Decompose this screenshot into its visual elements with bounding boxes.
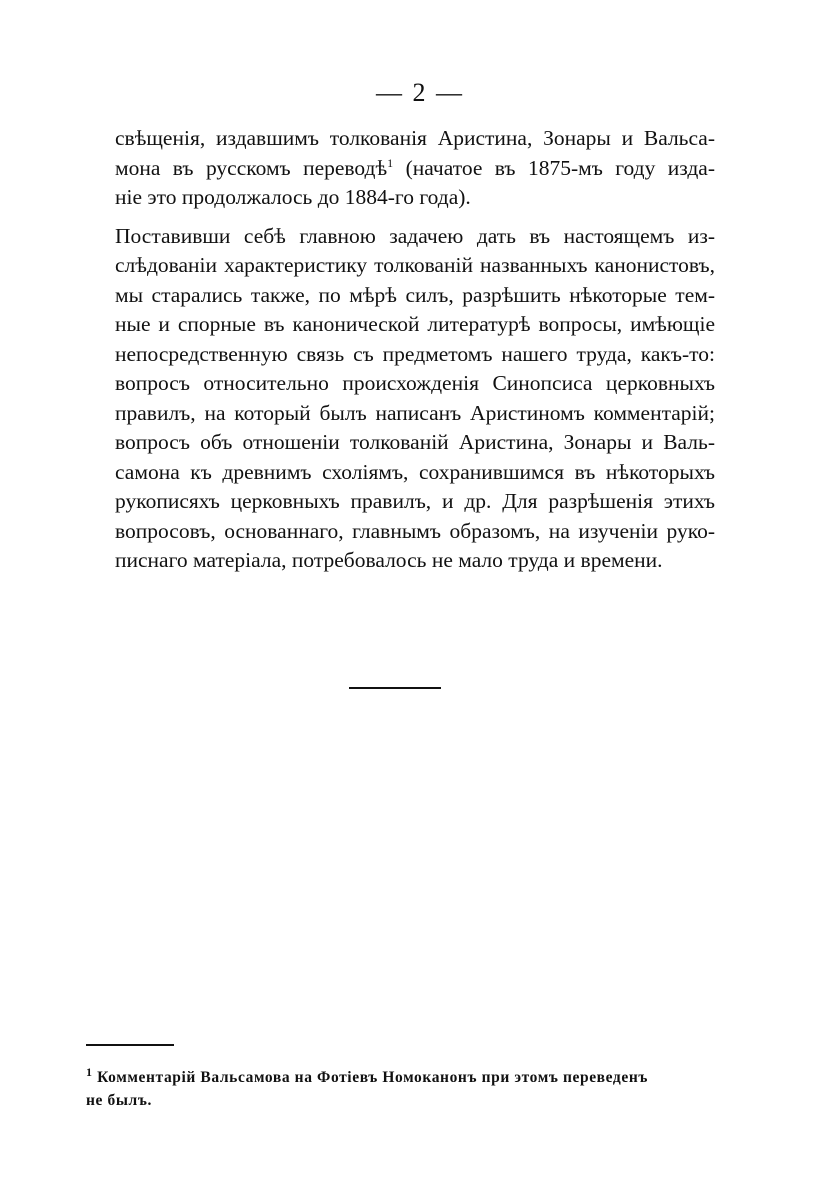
text-fragment: Комментарій Вальсамова на Фотіевъ Номоканонъ при этомъ переведенъ: [97, 1069, 649, 1086]
footnote-separator: [86, 1044, 174, 1046]
body-text: [115, 124, 715, 576]
text-line: [115, 154, 715, 184]
paragraph-gap: [115, 213, 715, 222]
text-line: вопросовъ, основаннаго, главнымъ образомъ, на изученіи руко-: [115, 518, 715, 543]
text-line: не былъ.: [86, 1092, 152, 1109]
footnote-reference: 1: [387, 155, 394, 170]
text-line: непосредственную связь съ предметомъ нашего труда, какъ-то:: [115, 341, 715, 366]
text-fragment: мона въ русскомъ переводѣ: [115, 155, 388, 180]
paragraph-2: [115, 222, 715, 576]
footnotes: [86, 1066, 698, 1112]
text-line: [86, 1066, 698, 1089]
text-line: ные и спорные въ канонической литературѣ вопросы, имѣющіе: [115, 312, 715, 336]
section-end-rule: [349, 687, 441, 689]
text-line: писнаго матеріала, потребовалось не мало труда и времени.: [115, 548, 663, 572]
text-line: вопросъ объ отношеніи толкованій Аристина, Зонары и Валь-: [115, 430, 715, 454]
text-line: самона къ древнимъ схоліямъ, сохранившимся въ нѣкоторыхъ: [115, 459, 715, 484]
footnote: [86, 1066, 698, 1112]
text-line: свѣщенія, издавшимъ толкованія Аристина, Зонары и Вальса-: [115, 126, 715, 150]
text-line: правилъ, на который былъ написанъ Аристиномъ комментарій;: [115, 400, 715, 425]
text-line: слѣдованіи характеристику толкованій названныхъ канонистовъ,: [115, 253, 715, 277]
text-line: мы старались также, по мѣрѣ силъ, разрѣшить нѣкоторые тем-: [115, 282, 715, 307]
text-line: Поставивши себѣ главною задачею дать въ настоящемъ из-: [115, 223, 715, 248]
footnote-marker: 1: [86, 1064, 93, 1079]
text-fragment: (начатое въ 1875-мъ году изда-: [405, 155, 715, 180]
text-line: рукописяхъ церковныхъ правилъ, и др. Для разрѣшенія этихъ: [115, 489, 715, 513]
text-line: вопросъ относительно происхожденія Синопсиса церковныхъ: [115, 371, 715, 395]
text-line: ніе это продолжалось до 1884-го года).: [115, 185, 471, 209]
paragraph-1: [115, 124, 715, 213]
page-number: — 2 —: [376, 78, 464, 107]
